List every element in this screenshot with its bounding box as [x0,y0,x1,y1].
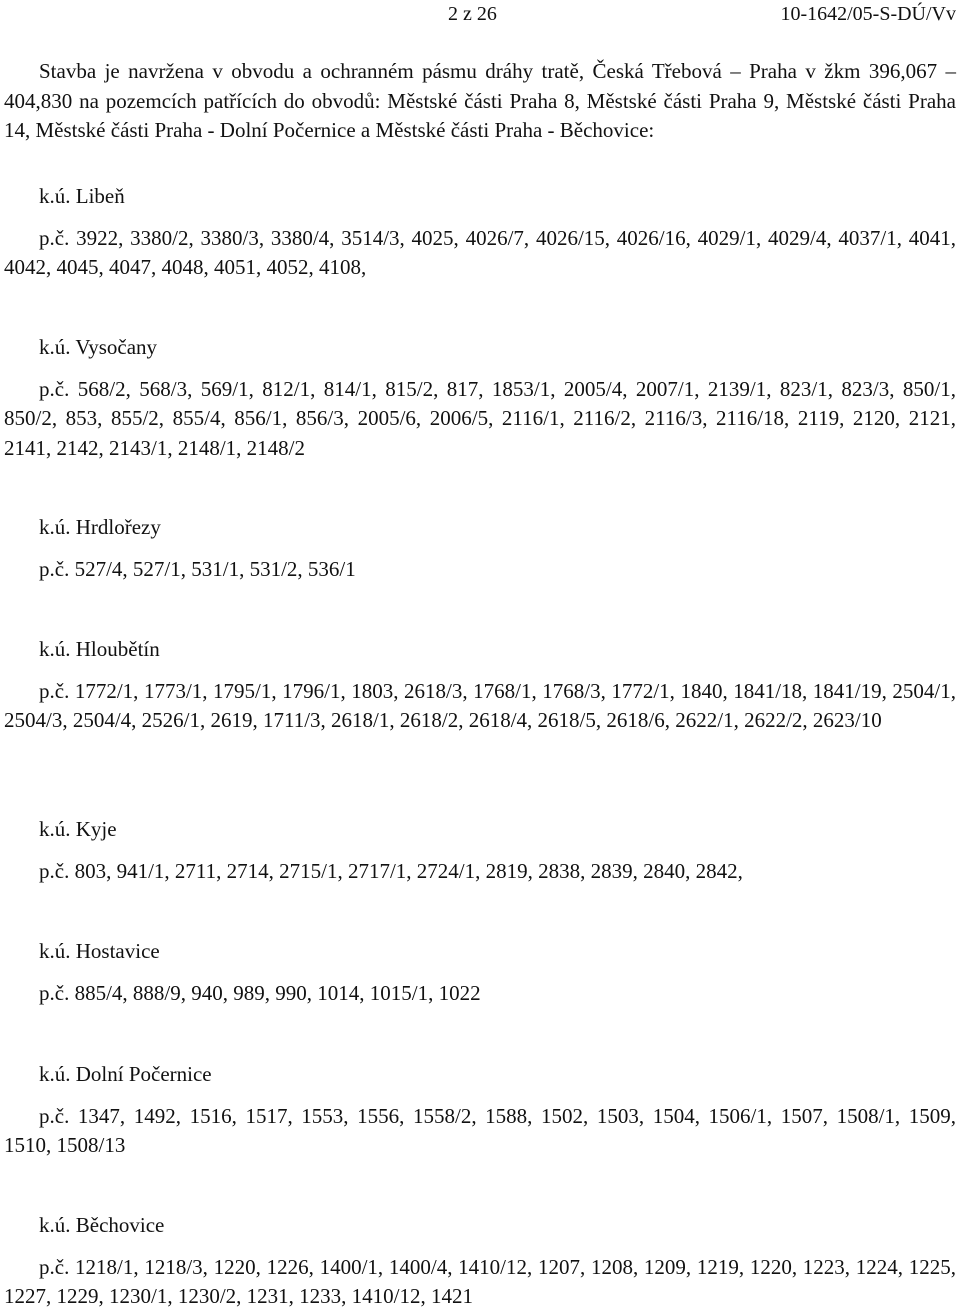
parcel-list: p.č. 803, 941/1, 2711, 2714, 2715/1, 2717/1, 2724/1, 2819, 2838, 2839, 2840, 2842, [39,858,743,883]
cadastral-area-label: k.ú. Hostavice [39,939,160,963]
parcel-list: p.č. 1218/1, 1218/3, 1220, 1226, 1400/1, 1400/4, 1410/12, 1207, 1208, 1209, 1219, 1220, 1223, 1224, 1225, 1227, 1229, 1230/1, 1230/2, 1231, 1233, 1410/12, 1421 [4,1254,956,1309]
page-header [0,3,960,29]
section-bechovice [4,1211,956,1312]
cadastral-area-label: k.ú. Libeň [39,184,125,208]
cadastral-area-label: k.ú. Kyje [39,817,117,841]
section-hloubetin [4,635,956,736]
cadastral-area-label: k.ú. Dolní Počernice [39,1062,212,1086]
intro-paragraph: Stavba je navržena v obvodu a ochranném pásmu dráhy tratě, Česká Třebová – Praha v žkm 396,067 – 404,830 na pozemcích patřících do obvodů: Městské části Praha 8, Městské části Praha 9, Městské části Praha 14, Městské části Praha - Dolní Počernice a Městské části Praha - Běchovice: [4,59,956,143]
parcel-list: p.č. 1772/1, 1773/1, 1795/1, 1796/1, 1803, 2618/3, 1768/1, 1768/3, 1772/1, 1840, 1841/18, 1841/19, 2504/1, 2504/3, 2504/4, 2526/1, 2619, 1711/3, 2618/1, 2618/2, 2618/4, 2618/5, 2618/6, 2622/1, 2622/2, 2623/10 [4,678,956,733]
section-hrdlorezy [4,513,956,584]
cadastral-area-label: k.ú. Vysočany [39,335,158,359]
document-reference: 10-1642/05-S-DÚ/Vv [780,3,956,25]
section-vysocany [4,333,956,463]
parcel-list: p.č. 1347, 1492, 1516, 1517, 1553, 1556, 1558/2, 1588, 1502, 1503, 1504, 1506/1, 1507, 1508/1, 1509, 1510, 1508/13 [4,1103,956,1158]
section-kyje [4,815,956,886]
parcel-list: p.č. 885/4, 888/9, 940, 989, 990, 1014, 1015/1, 1022 [39,980,481,1005]
parcel-list: p.č. 527/4, 527/1, 531/1, 531/2, 536/1 [39,556,356,581]
cadastral-area-label: k.ú. Hloubětín [39,637,160,661]
cadastral-area-label: k.ú. Hrdlořezy [39,515,161,539]
parcel-list: p.č. 3922, 3380/2, 3380/3, 3380/4, 3514/3, 4025, 4026/7, 4026/15, 4026/16, 4029/1, 4029/4, 4037/1, 4041, 4042, 4045, 4047, 4048, 4051, 4052, 4108, [4,225,956,280]
parcel-list: p.č. 568/2, 568/3, 569/1, 812/1, 814/1, 815/2, 817, 1853/1, 2005/4, 2007/1, 2139/1, 823/1, 823/3, 850/1, 850/2, 853, 855/2, 855/4, 856/1, 856/3, 2005/6, 2006/5, 2116/1, 2116/2, 2116/3, 2116/18, 2119, 2120, 2121, 2141, 2142, 2143/1, 2148/1, 2148/2 [4,376,956,460]
section-dolni-pocernice [4,1060,956,1161]
section-hostavice [4,937,956,1008]
section-liben [4,182,956,283]
cadastral-area-label: k.ú. Běchovice [39,1213,165,1237]
page-number: 2 z 26 [448,3,497,25]
